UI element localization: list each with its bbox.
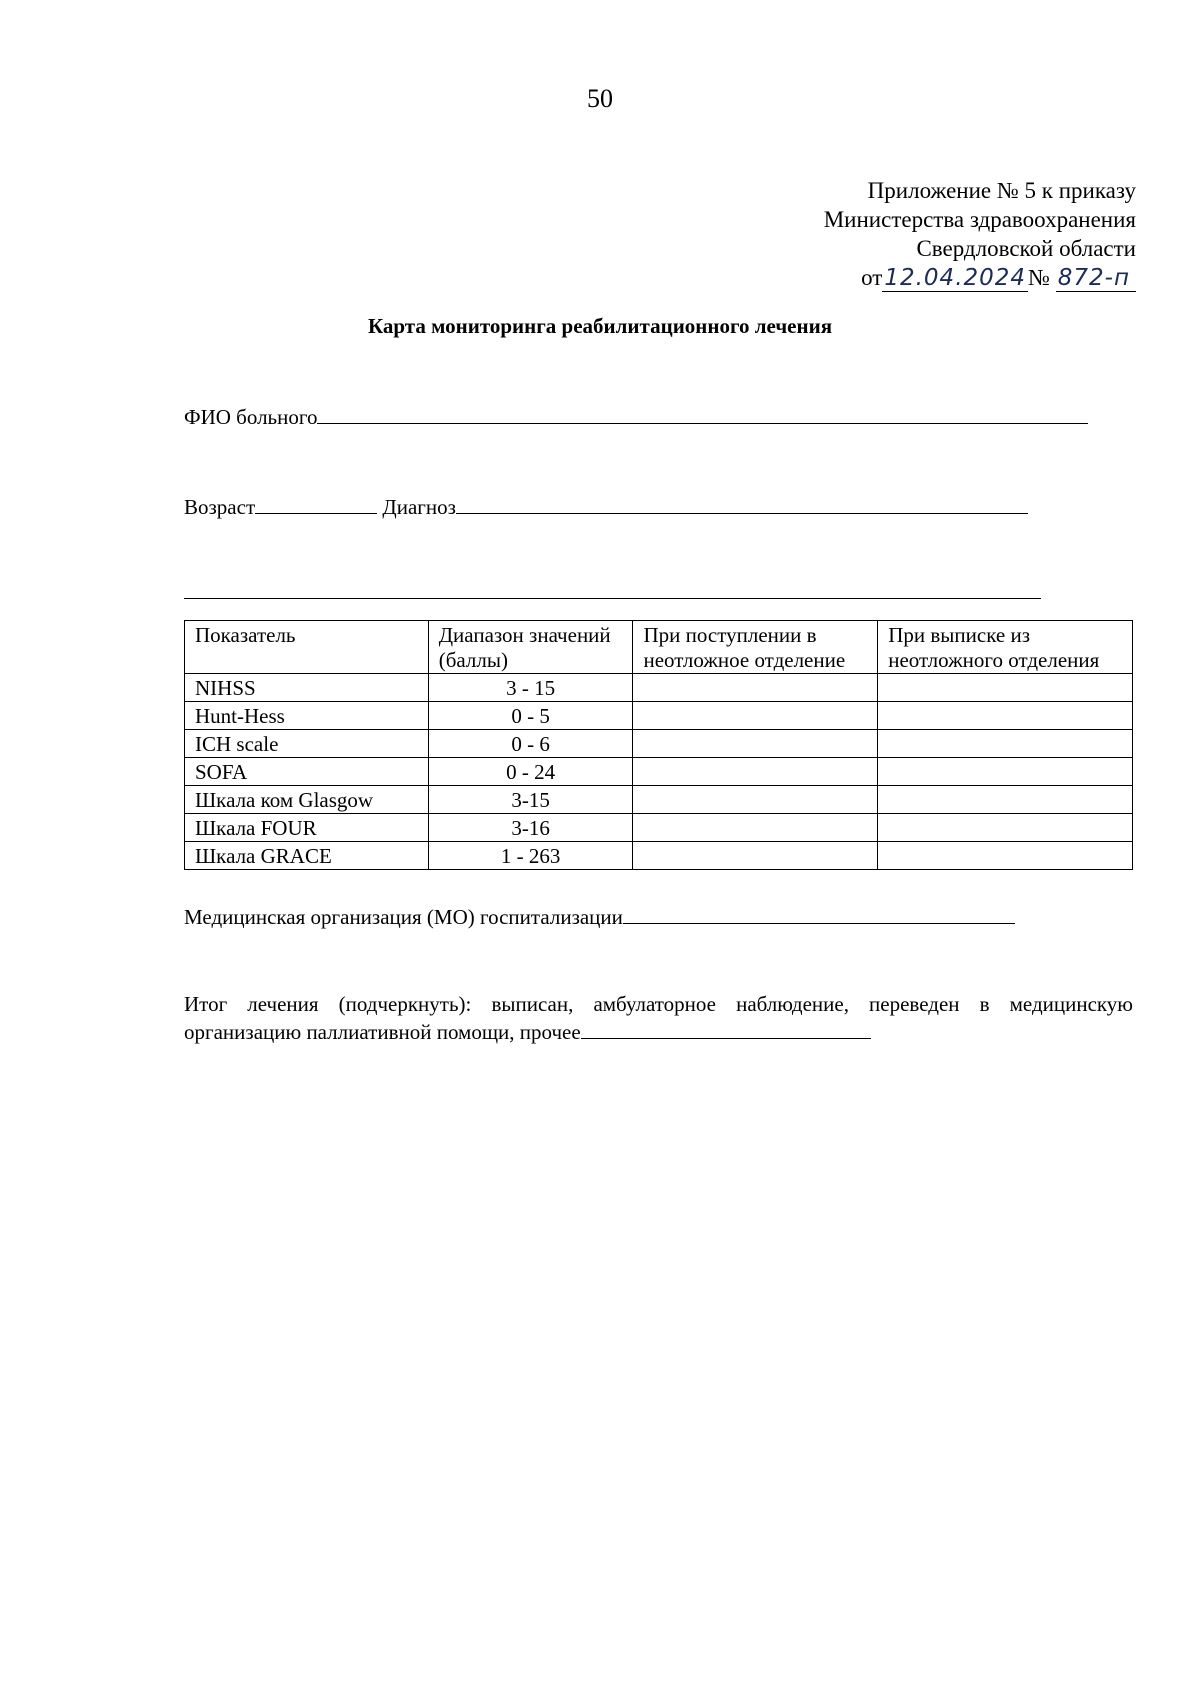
range-cell: 1 - 263 — [428, 842, 633, 870]
age-label: Возраст — [184, 495, 256, 519]
indicator-cell: ICH scale — [185, 730, 429, 758]
diagnosis-input-line[interactable] — [456, 495, 1028, 514]
table-row — [185, 814, 1133, 842]
organization-field — [184, 904, 1015, 930]
admission-cell[interactable] — [633, 842, 878, 870]
admission-cell[interactable] — [633, 674, 878, 702]
age-diagnosis-field — [184, 494, 1028, 520]
admission-cell[interactable] — [633, 814, 878, 842]
indicator-cell: Hunt-Hess — [185, 702, 429, 730]
header-range: Диапазон значений (баллы) — [428, 621, 633, 674]
indicators-table — [184, 620, 1133, 870]
document-title: Карта мониторинга реабилитационного лечения — [367, 314, 833, 338]
range-cell: 3 - 15 — [428, 674, 633, 702]
range-cell: 3-16 — [428, 814, 633, 842]
appendix-line-2: Министерства здравоохранения — [823, 207, 1136, 232]
handwritten-order-number: 872-п — [1056, 265, 1136, 292]
indicator-cell: SOFA — [185, 758, 429, 786]
order-date-number — [824, 263, 1136, 293]
admission-cell[interactable] — [633, 730, 878, 758]
organization-label: Медицинская организация (МО) госпитализации — [184, 905, 623, 929]
range-cell: 0 - 6 — [428, 730, 633, 758]
patient-name-input-line[interactable] — [317, 405, 1088, 424]
date-prefix: от — [861, 265, 883, 290]
treatment-outcome-paragraph — [184, 990, 1133, 1046]
appendix-header — [824, 176, 1136, 293]
table-header-row — [185, 621, 1133, 674]
header-indicator: Показатель — [185, 621, 429, 674]
discharge-cell[interactable] — [878, 758, 1133, 786]
treatment-outcome-text: Итог лечения (подчеркнуть): выписан, амбулаторное наблюдение, переведен в медицинскую организацию паллиативной помощи, прочее — [184, 992, 1133, 1044]
appendix-line-3: Свердловской области — [916, 236, 1136, 261]
appendix-line-1: Приложение № 5 к приказу — [867, 178, 1136, 203]
page-number: 50 — [587, 84, 613, 113]
handwritten-date: 12.04.2024 — [884, 265, 1027, 291]
table-row — [185, 674, 1133, 702]
discharge-cell[interactable] — [878, 674, 1133, 702]
discharge-cell[interactable] — [878, 814, 1133, 842]
discharge-cell[interactable] — [878, 842, 1133, 870]
admission-cell[interactable] — [633, 702, 878, 730]
indicator-cell: NIHSS — [185, 674, 429, 702]
number-prefix: № — [1028, 265, 1050, 290]
diagnosis-label: Диагноз — [382, 495, 456, 519]
patient-name-field — [184, 404, 1088, 430]
table-row — [185, 842, 1133, 870]
diagnosis-continuation-line[interactable] — [184, 598, 1041, 599]
patient-name-label: ФИО больного — [184, 405, 318, 429]
organization-input-line[interactable] — [623, 905, 1015, 924]
table-row — [185, 758, 1133, 786]
table-row — [185, 786, 1133, 814]
range-cell: 0 - 5 — [428, 702, 633, 730]
range-cell: 0 - 24 — [428, 758, 633, 786]
outcome-other-input-line[interactable] — [581, 1020, 871, 1039]
table-row — [185, 730, 1133, 758]
table-row — [185, 702, 1133, 730]
header-on-discharge: При выписке из неотложного отделения — [878, 621, 1133, 674]
discharge-cell[interactable] — [878, 730, 1133, 758]
age-input-line[interactable] — [255, 495, 377, 514]
indicator-cell: Шкала ком Glasgow — [185, 786, 429, 814]
admission-cell[interactable] — [633, 786, 878, 814]
indicator-cell: Шкала FOUR — [185, 814, 429, 842]
range-cell: 3-15 — [428, 786, 633, 814]
indicator-cell: Шкала GRACE — [185, 842, 429, 870]
discharge-cell[interactable] — [878, 702, 1133, 730]
header-on-admission: При поступлении в неотложное отделение — [633, 621, 878, 674]
admission-cell[interactable] — [633, 758, 878, 786]
discharge-cell[interactable] — [878, 786, 1133, 814]
